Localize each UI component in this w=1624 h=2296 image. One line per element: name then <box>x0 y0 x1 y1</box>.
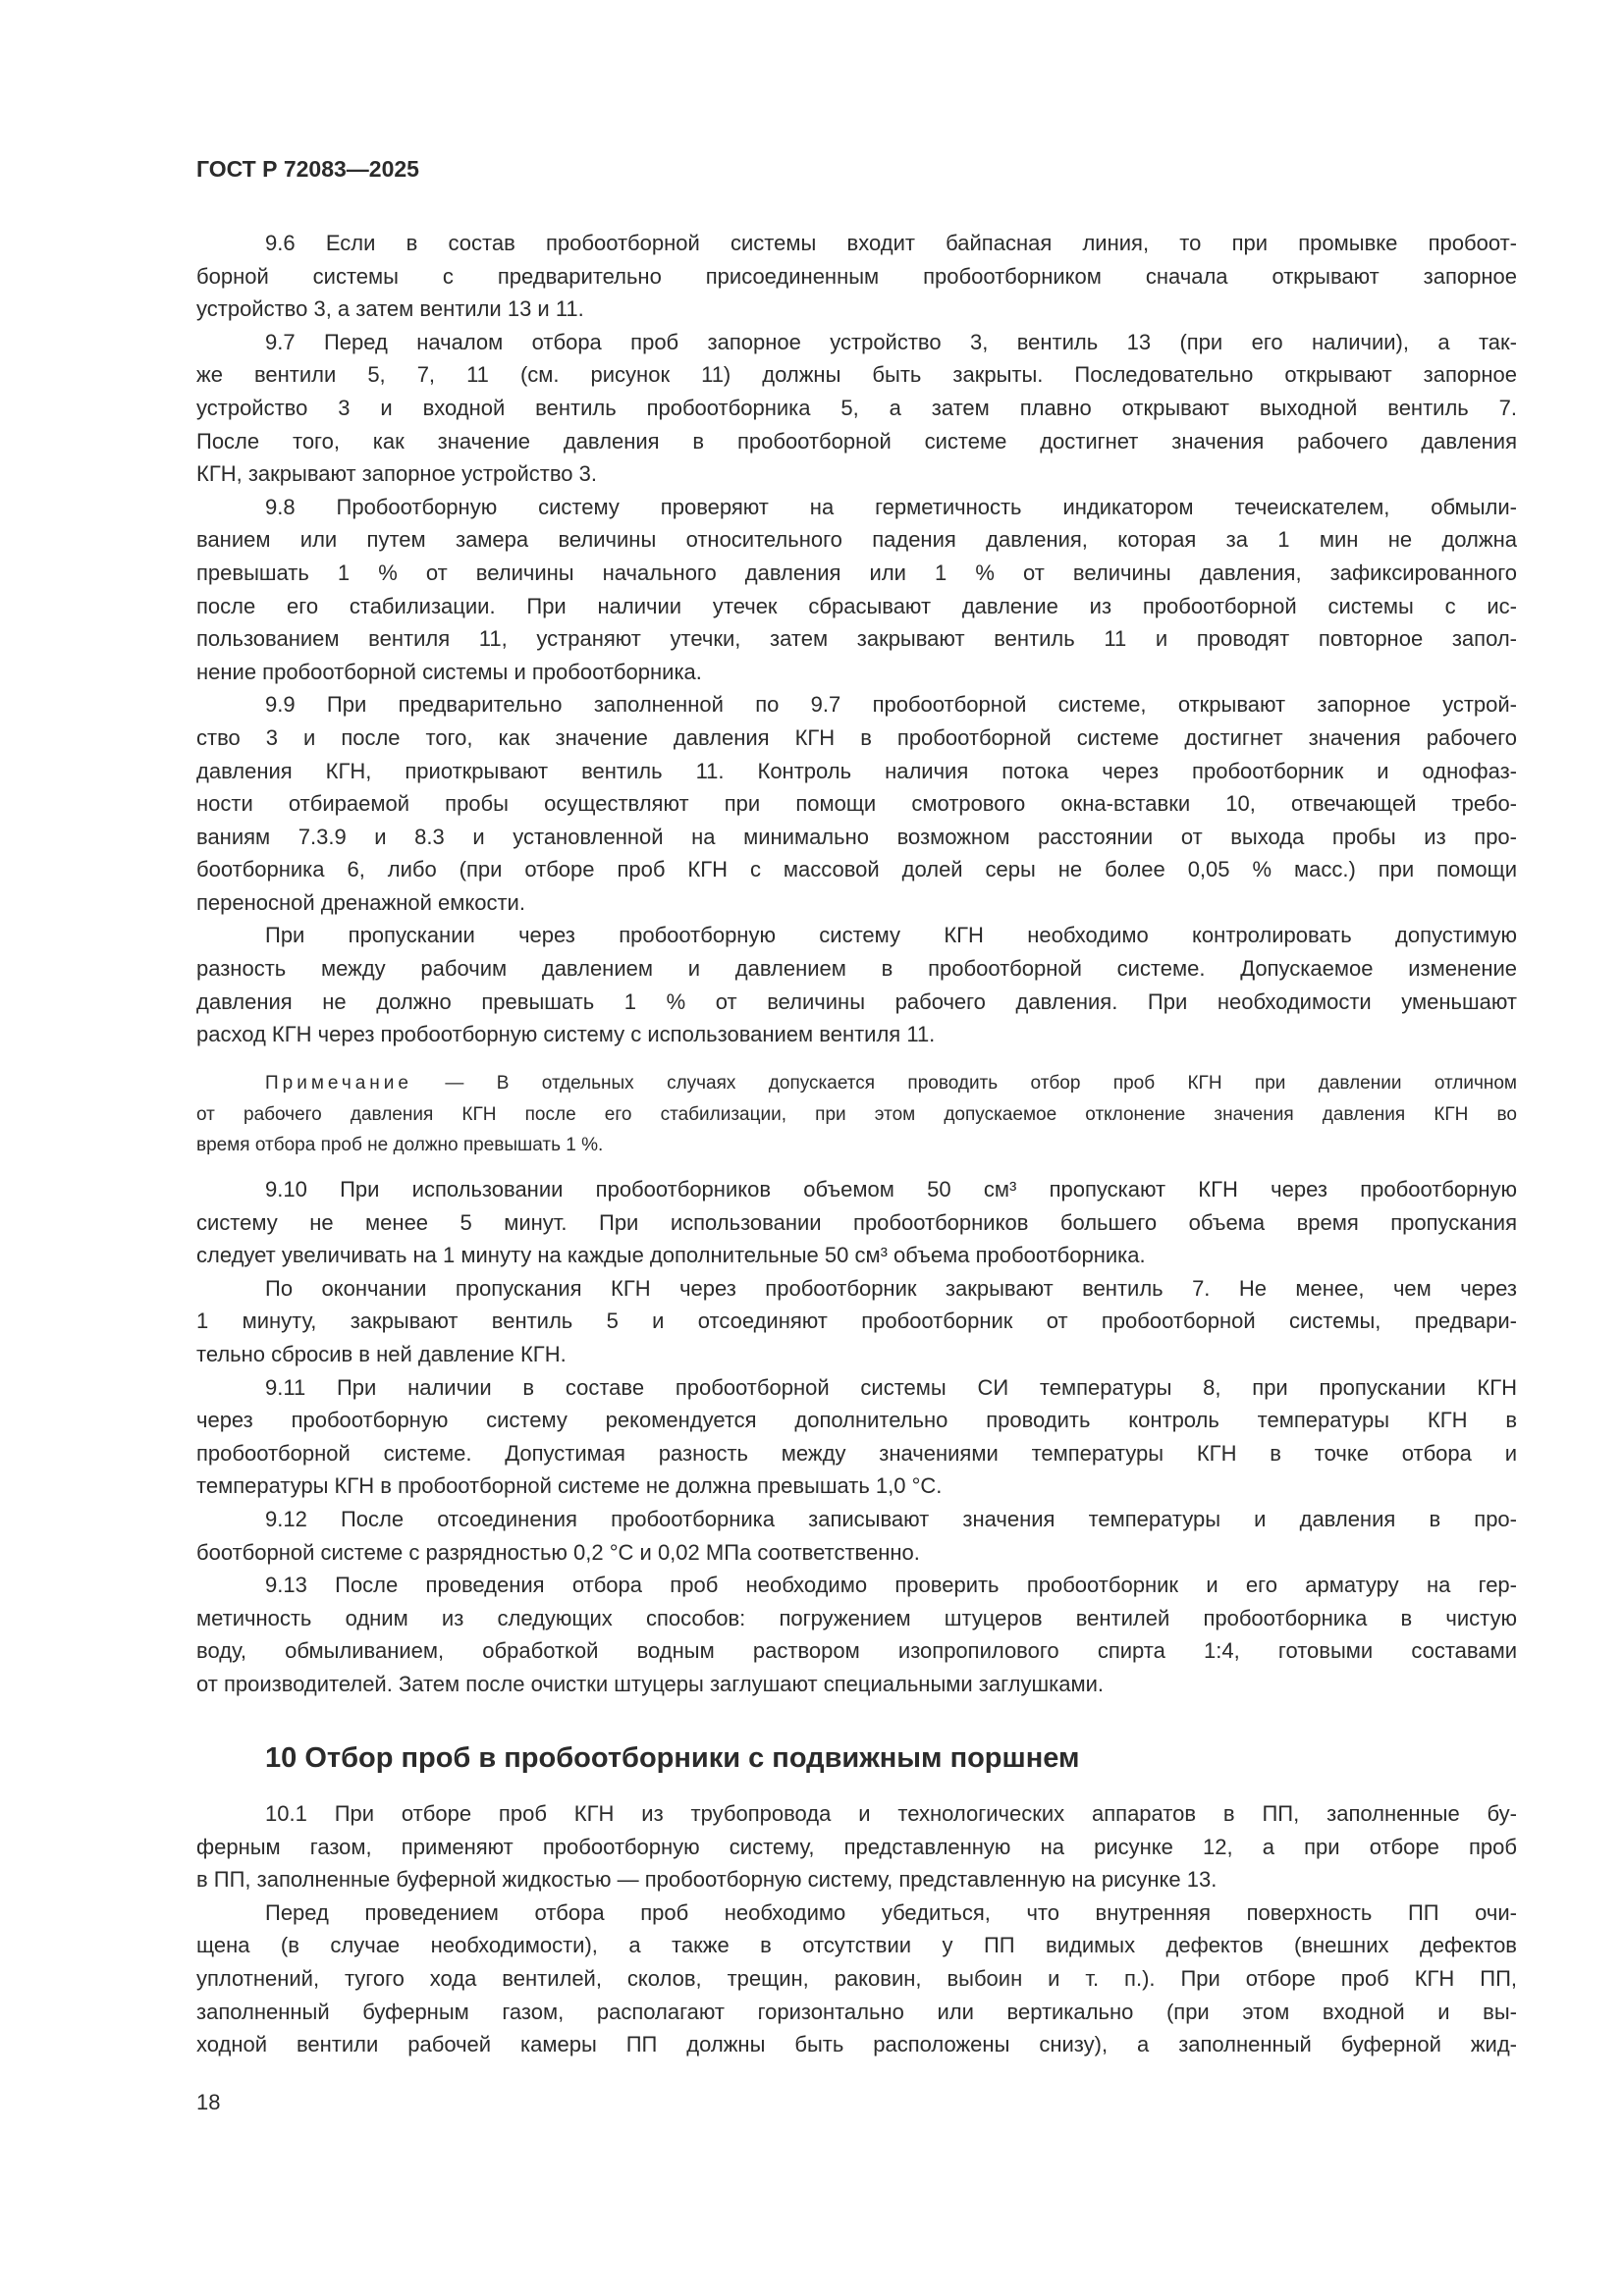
text-line: боотборника 6, либо (при отборе проб КГН с массовой долей серы не более 0,05 % масс.) при помощи <box>196 857 1517 882</box>
text-line: превышать 1 % от величины начального давления или 1 % от величины давления, зафиксированного <box>196 560 1517 585</box>
paragraph <box>196 688 1517 919</box>
text-line: пробоотборной системе. Допустимая разность между значениями температуры КГН в точке отбора и <box>196 1440 1517 1466</box>
text-line: ности отбираемой пробы осуществляют при помощи смотрового окна-вставки 10, отвечающей требо- <box>196 791 1517 817</box>
text-line: борной системы с предварительно присоединенным пробоотборником сначала открывают запорное <box>196 263 1517 289</box>
text-line: ванием или путем замера величины относительного падения давления, которая за 1 мин не должна <box>196 527 1517 553</box>
text-line: разность между рабочим давлением и давлением в пробоотборной системе. Допускаемое изменение <box>196 956 1517 982</box>
text-line: переносной дренажной емкости. <box>196 889 525 915</box>
text-line: боотборной системе с разрядностью 0,2 °С и 0,02 МПа соответственно. <box>196 1539 920 1565</box>
note-block <box>196 1068 1517 1161</box>
text-line: 9.10 При использовании пробоотборников объемом 50 см³ пропускают КГН через пробоотборную <box>265 1177 1517 1201</box>
paragraph <box>196 1173 1517 1272</box>
paragraph <box>196 1896 1517 2061</box>
text-line: 9.6 Если в состав пробоотборной системы входит байпасная линия, то при промывке пробоот- <box>265 231 1517 255</box>
text-line: уплотнений, тугого хода вентилей, сколов, трещин, раковин, выбоин и т. п.). При отборе проб КГН ПП, <box>196 1965 1517 1991</box>
text-line: через пробоотборную систему рекомендуется дополнительно проводить контроль температуры КГН в <box>196 1408 1517 1433</box>
note-line: от рабочего давления КГН после его стабилизации, при этом допускаемое отклонение значения давления КГН во <box>196 1103 1517 1125</box>
paragraph <box>196 1272 1517 1371</box>
document-header-id: ГОСТ Р 72083—2025 <box>196 156 419 182</box>
text-line: 9.8 Пробоотборную систему проверяют на герметичность индикатором течеискателем, обмыли- <box>265 494 1517 519</box>
text-line: 10.1 При отборе проб КГН из трубопровода и технологических аппаратов в ПП, заполненные бу- <box>265 1801 1517 1826</box>
text-line: 9.7 Перед началом отбора проб запорное устройство 3, вентиль 13 (при его наличии), а так- <box>265 329 1517 354</box>
text-line: 9.13 После проведения отбора проб необходимо проверить пробоотборник и его арматуру на гер- <box>265 1573 1517 1598</box>
paragraph <box>196 919 1517 1050</box>
text-line: ферным газом, применяют пробоотборную систему, представленную на рисунке 12, а при отборе проб <box>196 1834 1517 1859</box>
paragraph <box>196 1569 1517 1700</box>
paragraph <box>196 326 1517 491</box>
text-line: КГН, закрывают запорное устройство 3. <box>196 461 597 487</box>
note-text: — В отдельных случаях допускается проводить отбор проб КГН при давлении отличном <box>445 1073 1517 1094</box>
text-block-section-10 <box>196 1797 1517 2061</box>
text-line: устройство 3, а затем вентили 13 и 11. <box>196 296 584 322</box>
text-line: расход КГН через пробоотборную систему с использованием вентиля 11. <box>196 1022 936 1047</box>
text-line: ство 3 и после того, как значение давления КГН в пробоотборной системе достигнет значения рабочего <box>196 724 1517 750</box>
paragraph <box>196 1797 1517 1896</box>
text-line: заполненный буферным газом, располагают горизонтально или вертикально (при этом входной и вы- <box>196 1999 1517 2024</box>
text-line: следует увеличивать на 1 минуту на каждые дополнительные 50 см³ объема пробоотборника. <box>196 1243 1146 1268</box>
note-line: время отбора проб не должно превышать 1 %. <box>196 1135 604 1155</box>
text-line: давления не должно превышать 1 % от величины рабочего давления. При необходимости уменьшают <box>196 988 1517 1014</box>
text-line: пользованием вентиля 11, устраняют утечки, затем закрывают вентиль 11 и проводят повторное запол- <box>196 626 1517 652</box>
text-line: 9.9 При предварительно заполненной по 9.7 пробоотборной системе, открывают запорное устрой- <box>265 692 1517 718</box>
text-line: устройство 3 и входной вентиль пробоотборника 5, а затем плавно открывают выходной вентиль 7. <box>196 395 1517 420</box>
text-line: в ПП, заполненные буферной жидкостью — пробоотборную систему, представленную на рисунке 13. <box>196 1867 1218 1893</box>
text-line: после его стабилизации. При наличии утечек сбрасывают давление из пробоотборной системы с ис- <box>196 593 1517 618</box>
text-line: щена (в случае необходимости), а также в отсутствии у ПП видимых дефектов (внешних дефектов <box>196 1933 1517 1958</box>
text-line: от производителей. Затем после очистки штуцеры заглушают специальными заглушками. <box>196 1671 1105 1696</box>
text-line: давления КГН, приоткрывают вентиль 11. Контроль наличия потока через пробоотборник и однофаз- <box>196 758 1517 783</box>
paragraph <box>196 1503 1517 1569</box>
text-line: ходной вентили рабочей камеры ПП должны быть расположены снизу), а заполненный буферной жид- <box>196 2032 1517 2057</box>
text-line: систему не менее 5 минут. При использовании пробоотборников большего объема время пропускания <box>196 1209 1517 1235</box>
note-line <box>265 1068 1517 1099</box>
text-line: 9.11 При наличии в составе пробоотборной системы СИ температуры 8, при пропускании КГН <box>265 1374 1517 1400</box>
text-line: Перед проведением отбора проб необходимо убедиться, что внутренняя поверхность ПП очи- <box>265 1899 1517 1925</box>
text-line: 9.12 После отсоединения пробоотборника записывают значения температуры и давления в про- <box>265 1506 1517 1531</box>
text-block-section-9-cont <box>196 1173 1517 1701</box>
text-line: температуры КГН в пробоотборной системе не должна превышать 1,0 °С. <box>196 1473 943 1499</box>
paragraph <box>196 227 1517 326</box>
text-line: же вентили 5, 7, 11 (см. рисунок 11) должны быть закрыты. Последовательно открывают запорное <box>196 362 1517 388</box>
text-line: метичность одним из следующих способов: погружением штуцеров вентилей пробоотборника в чистую <box>196 1605 1517 1630</box>
text-line: По окончании пропускания КГН через пробоотборник закрывают вентиль 7. Не менее, чем через <box>265 1275 1517 1301</box>
text-line: ваниям 7.3.9 и 8.3 и установленной на минимально возможном расстоянии от выхода пробы из про- <box>196 824 1517 849</box>
page-number: 18 <box>196 2090 221 2114</box>
text-line: воду, обмыливанием, обработкой водным раствором изопропилового спирта 1:4, готовыми составами <box>196 1638 1517 1664</box>
paragraph <box>196 491 1517 689</box>
paragraph <box>196 1371 1517 1503</box>
text-line: После того, как значение давления в пробоотборной системе достигнет значения рабочего давления <box>196 428 1517 454</box>
text-line: тельно сбросив в ней давление КГН. <box>196 1341 567 1366</box>
text-line: При пропускании через пробоотборную систему КГН необходимо контролировать допустимую <box>265 923 1517 948</box>
text-line: 1 минуту, закрывают вентиль 5 и отсоединяют пробоотборник от пробоотборной системы, предвари- <box>196 1308 1517 1334</box>
section-heading: 10 Отбор проб в пробоотборники с подвижным поршнем <box>265 1742 1080 1774</box>
text-line: нение пробоотборной системы и пробоотборника. <box>196 659 702 684</box>
note-label: Примечание <box>265 1073 412 1094</box>
text-block-section-9 <box>196 227 1517 1051</box>
